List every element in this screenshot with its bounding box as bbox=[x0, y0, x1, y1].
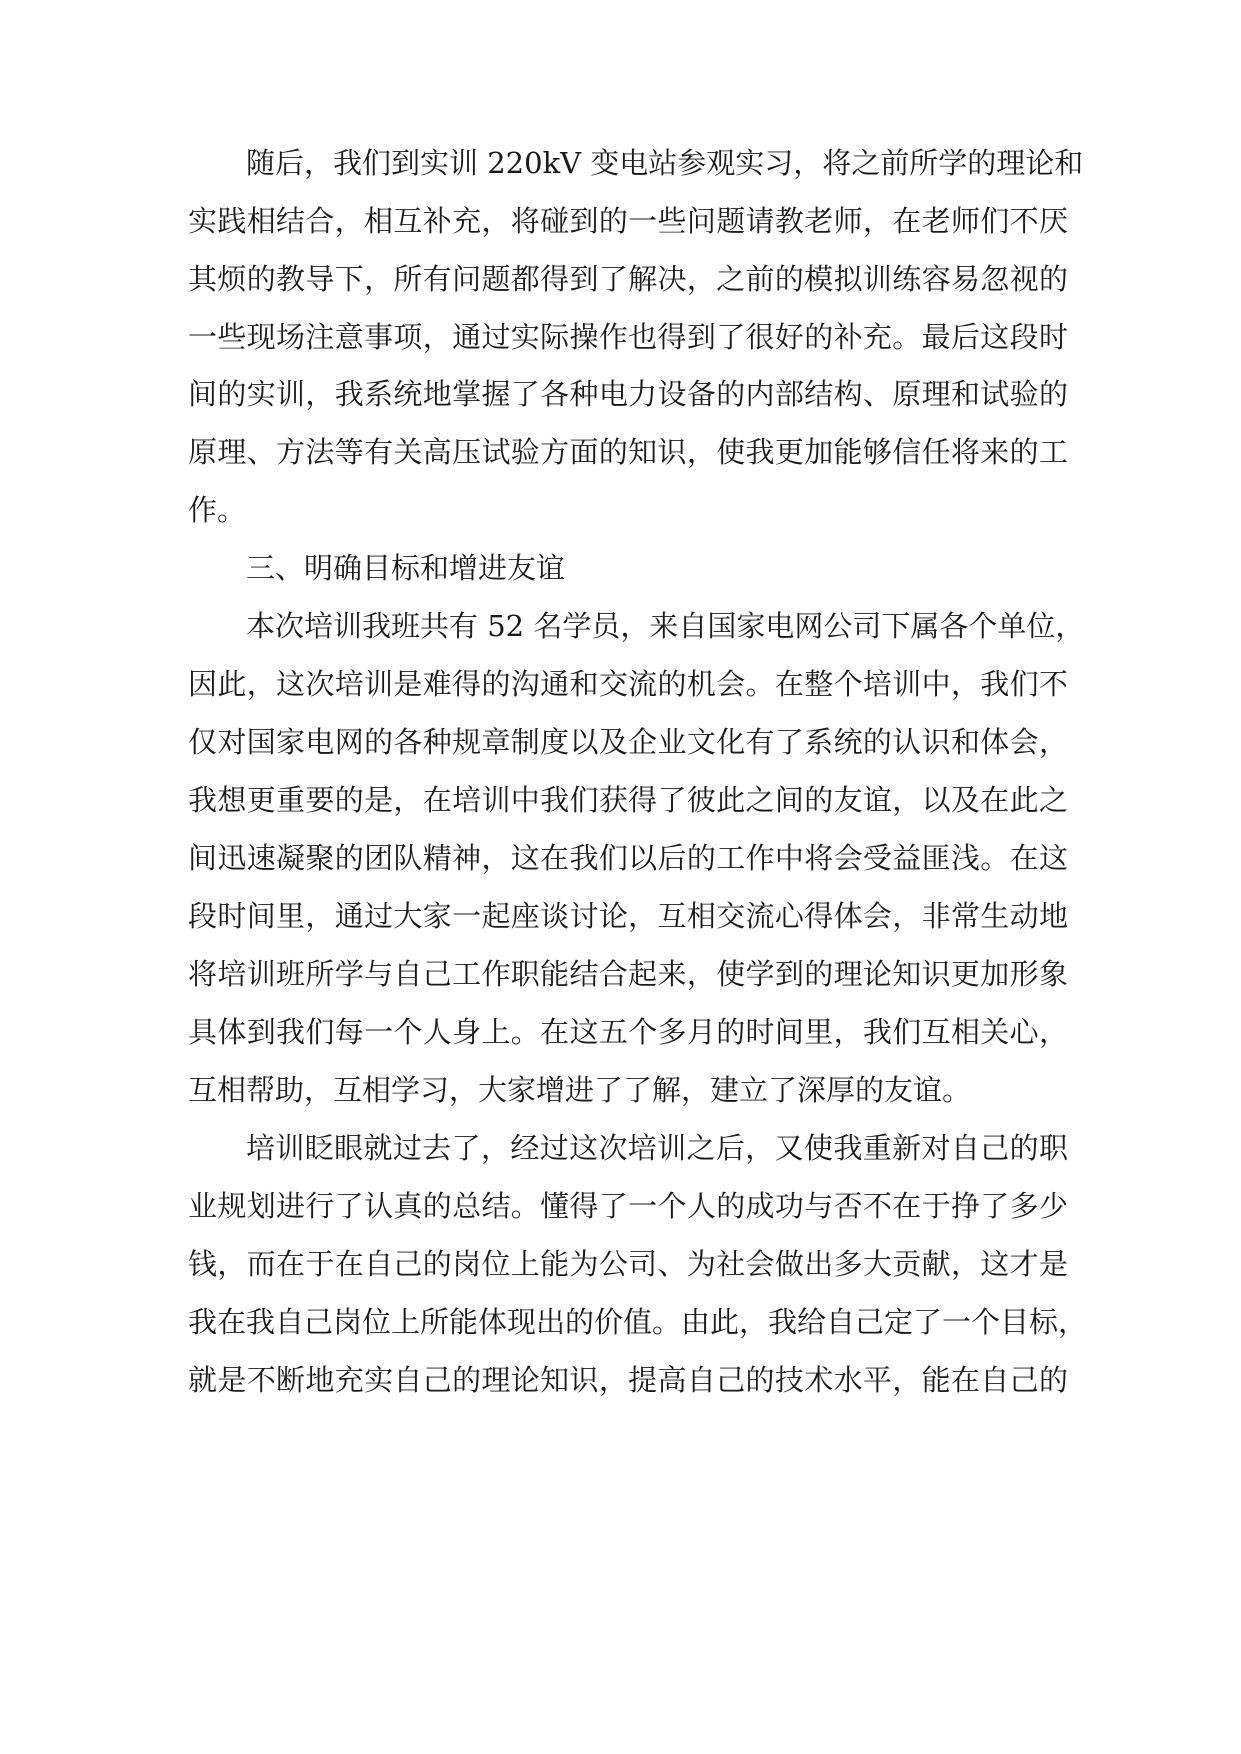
paragraph-line: 其烦的教导下，所有问题都得到了解决，之前的模拟训练容易忽视的 bbox=[188, 262, 1068, 296]
paragraph-line: 段时间里，通过大家一起座谈讨论，互相交流心得体会，非常生动地 bbox=[188, 899, 1068, 933]
paragraph-line: 间的实训，我系统地掌握了各种电力设备的内部结构、原理和试验的 bbox=[188, 377, 1068, 411]
paragraph-line: 一些现场注意事项，通过实际操作也得到了很好的补充。最后这段时 bbox=[188, 320, 1068, 354]
paragraph-line: 将培训班所学与自己工作职能结合起来，使学到的理论知识更加形象 bbox=[188, 957, 1068, 991]
paragraph-line: 具体到我们每一个人身上。在这五个多月的时间里，我们互相关心， bbox=[188, 1015, 1068, 1049]
section-heading: 三、明确目标和增进友谊 bbox=[246, 551, 566, 585]
paragraph-line: 就是不断地充实自己的理论知识，提高自己的技术水平，能在自己的 bbox=[188, 1363, 1068, 1397]
paragraph-line: 实践相结合，相互补充，将碰到的一些问题请教老师，在老师们不厌 bbox=[188, 204, 1068, 238]
paragraph-line: 原理、方法等有关高压试验方面的知识，使我更加能够信任将来的工 bbox=[188, 435, 1068, 469]
paragraph-line: 间迅速凝聚的团队精神，这在我们以后的工作中将会受益匪浅。在这 bbox=[188, 841, 1068, 875]
paragraph-line: 作。 bbox=[188, 493, 247, 527]
paragraph-line: 本次培训我班共有 52 名学员，来自国家电网公司下属各个单位， bbox=[246, 609, 1085, 643]
paragraph-line: 互相帮助，互相学习，大家增进了了解，建立了深厚的友谊。 bbox=[188, 1073, 972, 1107]
paragraph-line: 随后，我们到实训 220kV 变电站参观实习，将之前所学的理论和 bbox=[246, 146, 1084, 180]
paragraph-line: 培训眨眼就过去了，经过这次培训之后，又使我重新对自己的职 bbox=[246, 1131, 1068, 1165]
paragraph-line: 我在我自己岗位上所能体现出的价值。由此，我给自己定了一个目标， bbox=[188, 1305, 1088, 1339]
paragraph-line: 我想更重要的是，在培训中我们获得了彼此之间的友谊，以及在此之 bbox=[188, 783, 1068, 817]
paragraph-line: 业规划进行了认真的总结。懂得了一个人的成功与否不在于挣了多少 bbox=[188, 1189, 1068, 1223]
paragraph-line: 因此，这次培训是难得的沟通和交流的机会。在整个培训中，我们不 bbox=[188, 667, 1068, 701]
paragraph-line: 钱，而在于在自己的岗位上能为公司、为社会做出多大贡献，这才是 bbox=[188, 1247, 1068, 1281]
paragraph-line: 仅对国家电网的各种规章制度以及企业文化有了系统的认识和体会， bbox=[188, 725, 1068, 759]
